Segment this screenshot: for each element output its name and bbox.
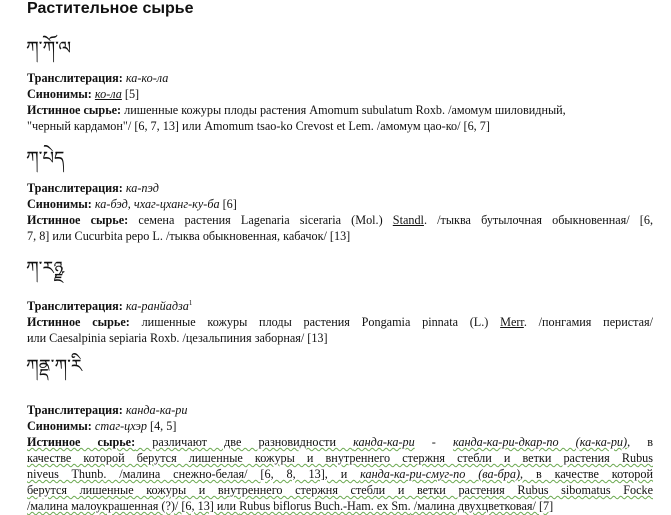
synonyms-value: ка-бэд, чхаг-цханг-ку-ба — [94, 197, 220, 211]
transliteration-value: ка-ко-ла — [125, 71, 169, 85]
synonyms-label: Синонимы: — [27, 197, 92, 211]
raw-material-text: /малина двухцветковая/ [7] — [410, 499, 554, 513]
footnote-marker[interactable]: 1 — [188, 299, 193, 307]
transliteration-label: Транслитерация: — [27, 181, 123, 195]
raw-material-text: , в — [627, 435, 653, 449]
raw-material-text: , в качестве которой — [520, 467, 654, 481]
raw-material-row — [27, 102, 653, 118]
section-heading: Растительное сырье — [27, 0, 194, 17]
transliteration-label: Транслитерация: — [27, 71, 123, 85]
raw-material-text: . /малина снежно-белая/ [6, 8, 13], и — [103, 467, 361, 481]
raw-material-label: Истинное сырье: — [27, 315, 130, 329]
transliteration-value: ка-ранйадза — [125, 299, 189, 313]
raw-material-label: Истинное сырье: — [27, 435, 136, 449]
raw-material-text — [27, 482, 653, 498]
species-name: Rubus biflorus Buch.-Ham. ex Sm. — [239, 499, 411, 513]
species-name: Rubus sibomatus Focke — [517, 483, 653, 497]
raw-material-text: семена растения Lagenaria siceraria (Mol.) — [128, 213, 393, 227]
transliteration-row — [27, 298, 653, 314]
raw-material-text: различают две разновидности — [135, 435, 354, 449]
synonyms-row — [27, 418, 653, 434]
raw-material-text: берутся лишенные кожуры и внутреннего стержня стебли и ветки растения — [27, 483, 518, 497]
raw-material-text — [27, 450, 653, 466]
transliteration-value: ка-пэд — [125, 181, 159, 195]
term-italic: канда-ка-ри — [353, 435, 415, 449]
synonyms-ref: [5] — [121, 87, 140, 101]
raw-material-text: - — [414, 435, 453, 449]
term-italic: канда-ка-ри-дкар-по (ка-ка-ри) — [452, 435, 628, 449]
raw-material-text: . /понгамия перистая/ — [523, 315, 654, 329]
author-abbrev: Standl — [392, 213, 424, 227]
synonyms-value: стаг-цхэр — [94, 419, 147, 433]
raw-material-label: Истинное сырье: — [27, 103, 122, 117]
synonyms-label: Синонимы: — [27, 419, 92, 433]
raw-material-text: 7, 8] или Cucurbita pepo L. /тыква обыкновенная, кабачок/ [13] — [27, 229, 351, 243]
raw-material-text: . /тыква бутылочная обыкновенная/ [6, — [423, 213, 653, 227]
raw-material-text: лишенные кожуры плоды растения Amomum subulatum Roxb. /амомум шиловидный, — [121, 103, 566, 117]
entry-ka-ped — [27, 180, 653, 244]
entry-ka-ranyadza — [27, 298, 653, 346]
synonyms-row — [27, 196, 653, 212]
transliteration-label: Транслитерация: — [27, 403, 123, 417]
transliteration-label: Транслитерация: — [27, 299, 123, 313]
synonyms-value: ко-ла — [94, 87, 122, 101]
synonyms-label: Синонимы: — [27, 87, 92, 101]
raw-material-text: качестве которой берутся лишенные кожуры и внутреннего стержня стебли и ветки растения — [27, 451, 622, 465]
species-name: Rubus — [621, 451, 653, 465]
raw-material-row — [27, 212, 653, 228]
raw-material-text: "черный кардамон"/ [6, 7, 13] или Amomum tsao-ko Crevost et Lem. /амомум цао-ко/ [6, 7] — [27, 119, 490, 133]
synonyms-row — [27, 86, 653, 102]
synonyms-ref: [4, 5] — [146, 419, 177, 433]
species-name: niveus Thunb — [27, 467, 104, 481]
transliteration-value: канда-ка-ри — [125, 403, 188, 417]
author-abbrev: Merr — [500, 315, 524, 329]
transliteration-row — [27, 402, 653, 418]
raw-material-row — [27, 314, 653, 330]
transliteration-row — [27, 180, 653, 196]
raw-material-text — [27, 498, 653, 514]
raw-material-text — [27, 466, 653, 482]
entry-kanda-ka-ri — [27, 402, 653, 514]
entry-ka-ko-la — [27, 70, 653, 134]
transliteration-row — [27, 70, 653, 86]
raw-material-text: или Caesalpinia sepiaria Roxb. /цезальпиния заборная/ [13] — [27, 331, 328, 345]
term-italic: канда-ка-ри-смуг-по (ва-бра) — [360, 467, 521, 481]
tibetan-term: ཀ་རཉྫ — [26, 258, 64, 279]
tibetan-term: ཀ་པེད — [26, 148, 65, 169]
tibetan-term: ཀ་ཀོ་ལ — [26, 38, 72, 59]
tibetan-term: ཀནྡ་ཀ་རི — [26, 356, 83, 377]
raw-material-label: Истинное сырье: — [27, 213, 129, 227]
raw-material-row — [27, 434, 653, 450]
synonyms-ref: [6] — [219, 197, 237, 211]
raw-material-text: лишенные кожуры плоды растения Pongamia pinnata (L.) — [129, 315, 501, 329]
raw-material-text: /малина малоукрашенная (?)/ [6, 13] или — [27, 499, 240, 513]
